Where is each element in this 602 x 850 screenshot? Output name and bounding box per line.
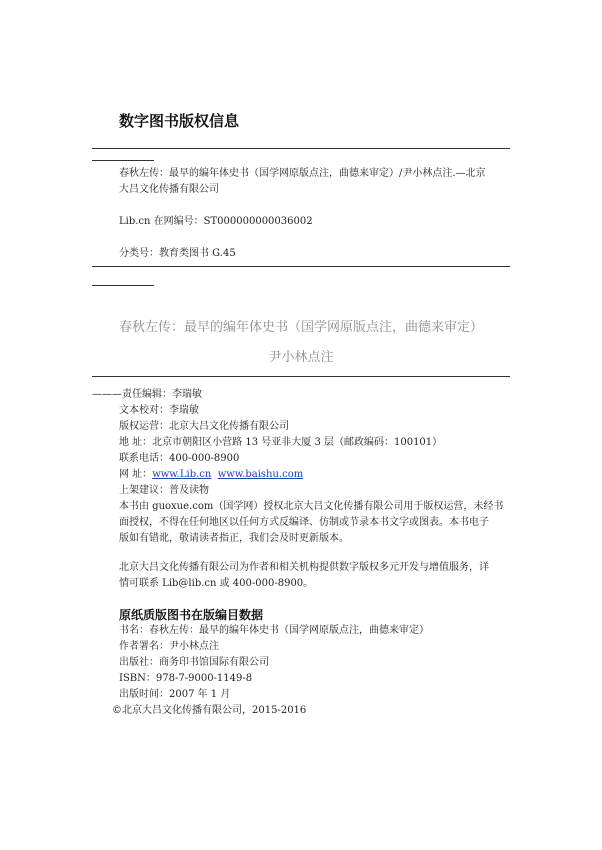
catalog-title: 书名：春秋左传：最早的编年体史书（国学网原版点注，曲德来审定） xyxy=(119,625,429,636)
shelving-suggestion: 上架建议：普及读物 xyxy=(119,485,209,496)
license-notice-line: 版如有错讹，敬请读者指正，我们会及时更新版本。 xyxy=(119,533,349,544)
website-link-baishu[interactable]: www.baishu.com xyxy=(217,469,304,480)
license-notice-line: 本书由 guoxue.com（国学网）授权北京大吕文化传播有限公司用于版权运营，未经书 xyxy=(119,501,504,512)
divider xyxy=(92,376,510,377)
page-title: 数字图书版权信息 xyxy=(119,112,240,130)
divider xyxy=(92,285,154,286)
phone: 联系电话：400-000-8900 xyxy=(119,453,240,464)
divider xyxy=(92,160,154,161)
category-number: 分类号：教育类图书 G.45 xyxy=(119,248,236,259)
catalog-heading: 原纸质版图书在版编目数据 xyxy=(119,608,264,622)
copyright-operator: 版权运营：北京大吕文化传播有限公司 xyxy=(119,421,289,432)
catalog-isbn: ISBN：978-7-9000-1149-8 xyxy=(119,673,253,684)
service-notice-line: 情可联系 Lib@lib.cn 或 400-000-8900。 xyxy=(119,578,314,589)
website-link-lib[interactable]: www.Lib.cn xyxy=(152,469,212,480)
divider xyxy=(92,148,510,149)
address: 地 址：北京市朝阳区小营路 13 号亚非大厦 3 层（邮政编码：100101） xyxy=(119,437,443,448)
editor: ———责任编辑：李瑞敏 xyxy=(92,389,202,400)
license-notice-line: 面授权，不得在任何地区以任何方式反编译、仿制或节录本书文字或图表。本书电子 xyxy=(119,517,489,528)
display-title: 春秋左传：最早的编年体史书（国学网原版点注，曲德来审定） xyxy=(118,320,483,335)
catalog-publisher: 出版社：商务印书馆国际有限公司 xyxy=(119,657,269,668)
library-id: Lib.cn 在网编号：ST000000000036002 xyxy=(119,216,313,227)
catalog-date: 出版时间：2007 年 1 月 xyxy=(119,689,231,700)
book-info-line: 春秋左传：最早的编年体史书（国学网原版点注，曲德来审定）/尹小林点注.—北京 xyxy=(119,168,486,179)
divider xyxy=(92,266,510,267)
website-row xyxy=(119,468,303,482)
website-label: 网 址： xyxy=(119,469,153,480)
display-author: 尹小林点注 xyxy=(268,350,334,365)
copyright-notice: ©北京大吕文化传播有限公司，2015-2016 xyxy=(112,705,307,716)
proofreader: 文本校对：李瑞敏 xyxy=(119,405,199,416)
catalog-author: 作者署名：尹小林点注 xyxy=(119,641,219,652)
service-notice-line: 北京大吕文化传播有限公司为作者和相关机构提供数字版权多元开发与增值服务，详 xyxy=(119,562,489,573)
book-info-line: 大吕文化传播有限公司 xyxy=(119,184,219,195)
